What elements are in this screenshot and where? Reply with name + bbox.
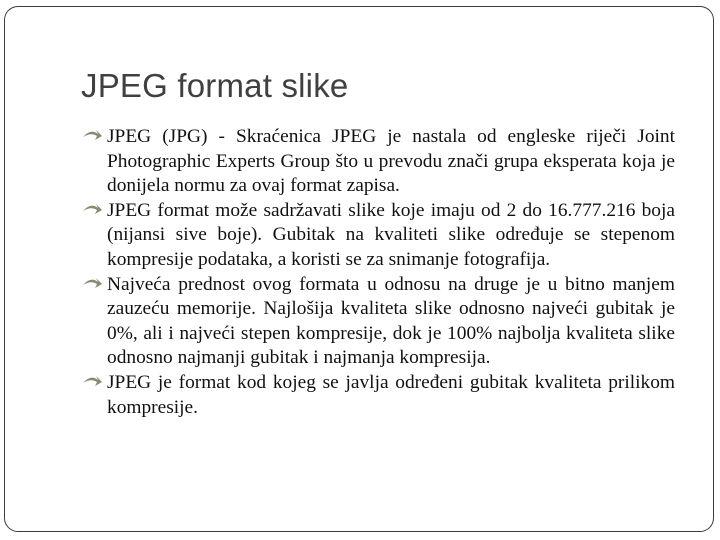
bullet-text: JPEG (JPG) - Skraćenica JPEG je nastala od engleske riječi Joint Photographic Experts Group što u prevodu znači grupa eksperata koja je donijela normu za ovaj format zapisa. (107, 126, 675, 197)
slide-frame (4, 6, 714, 532)
bullet-item-2 (79, 199, 675, 273)
bullet-text: JPEG je format kod kojeg se javlja određeni gubitak kvaliteta prilikom kompresije. (107, 371, 675, 418)
bullet-item-3 (79, 273, 675, 371)
bullet-list (79, 125, 675, 420)
bullet-item-1 (79, 125, 675, 199)
slide-title: JPEG format slike (81, 67, 349, 104)
arrow-bullet-icon (81, 125, 103, 149)
bullet-text: JPEG format može sadržavati slike koje imaju od 2 do 16.777.216 boja (nijansi sive boje). Gubitak na kvaliteti slike određuje se stepenom kompresije podataka, a koristi se za snimanje fotografija. (107, 199, 675, 270)
arrow-bullet-icon (81, 273, 103, 297)
bullet-text: Najveća prednost ovog formata u odnosu na druge je u bitno manjem zauzeću memorije. Najlošija kvaliteta slike odnosno najveći gubitak je 0%, ali i najveći stepen kompresije, dok je 100% najbolja kvaliteta slike odnosno najmanji gubitak i najmanja kompresija. (107, 273, 675, 369)
bullet-item-4 (79, 371, 675, 420)
arrow-bullet-icon (81, 199, 103, 223)
arrow-bullet-icon (81, 371, 103, 395)
